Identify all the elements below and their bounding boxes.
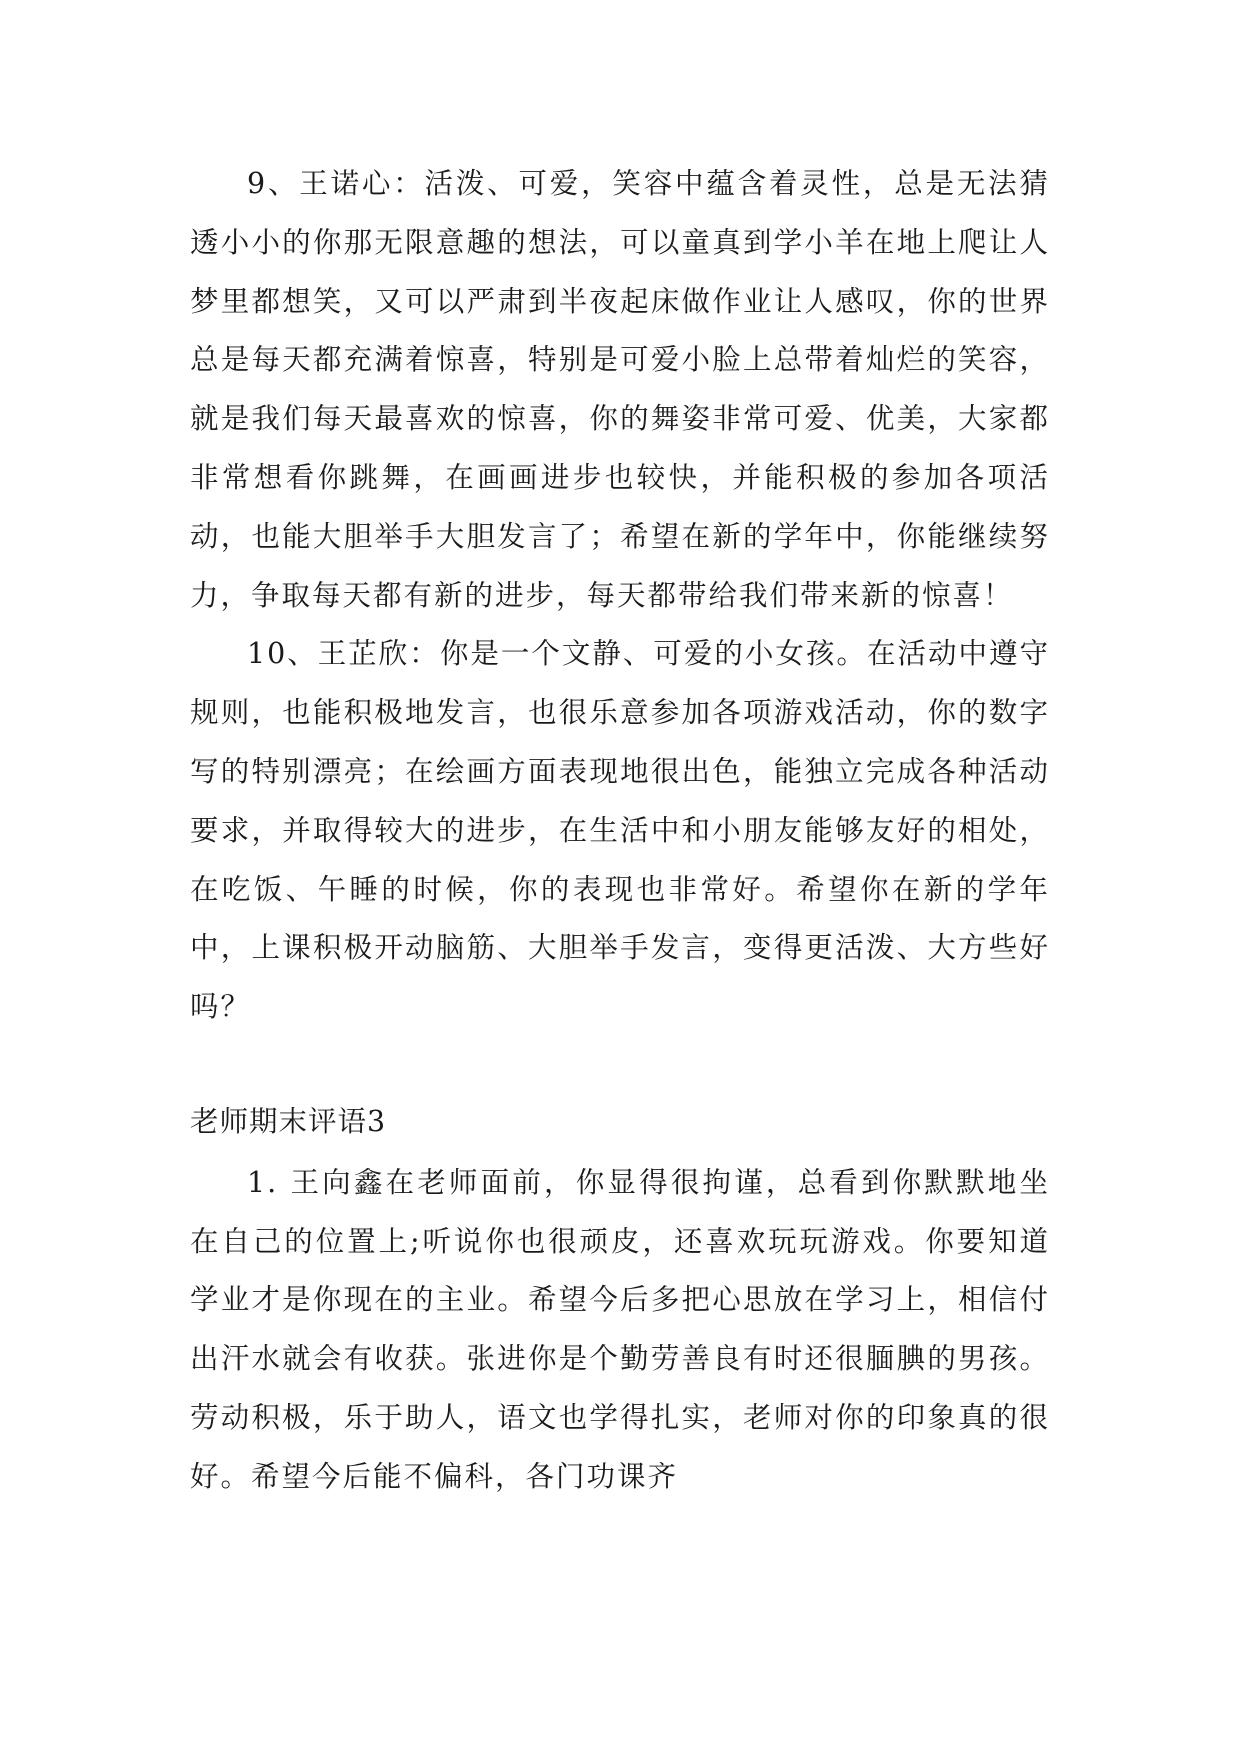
section-heading: 老师期末评语3 [190,1104,387,1138]
section-spacer [190,1037,1050,1093]
paragraph-comment-9: 9、王诺心：活泼、可爱，笑容中蕴含着灵性，总是无法猜透小小的你那无限意趣的想法，可以童真到学小羊在地上爬让人梦里都想笑，又可以严肃到半夜起床做作业让人感叹，你的世界总是每天都充满着惊喜，特别是可爱小脸上总带着灿烂的笑容，就是我们每天最喜欢的惊喜，你的舞姿非常可爱、优美，大家都非常想看你跳舞，在画画进步也较快，并能积极的参加各项活动，也能大胆举手大胆发言了；希望在新的学年中，你能继续努力，争取每天都有新的进步，每天都带给我们带来新的惊喜！ [190,167,1050,612]
document-page [190,155,1050,1507]
paragraph-comment-10: 10、王芷欣：你是一个文静、可爱的小女孩。在活动中遵守规则，也能积极地发言，也很乐意参加各项游戏活动，你的数字写的特别漂亮；在绘画方面表现地很出色，能独立完成各种活动要求，并取得较大的进步，在生活中和小朋友能够友好的相处，在吃饭、午睡的时候，你的表现也非常好。希望你在新的学年中，上课积极开动脑筋、大胆举手发言，变得更活泼、大方些好吗？ [190,637,1050,1024]
paragraph-comment-1: 1. 王向鑫在老师面前，你显得很拘谨，总看到你默默地坐在自己的位置上;听说你也很顽皮，还喜欢玩玩游戏。你要知道学业才是你现在的主业。希望今后多把心思放在学习上，相信付出汗水就会有收获。张进你是个勤劳善良有时还很腼腆的男孩。劳动积极，乐于助人，语文也学得扎实，老师对你的印象真的很好。希望今后能不偏科，各门功课齐 [190,1165,1050,1493]
